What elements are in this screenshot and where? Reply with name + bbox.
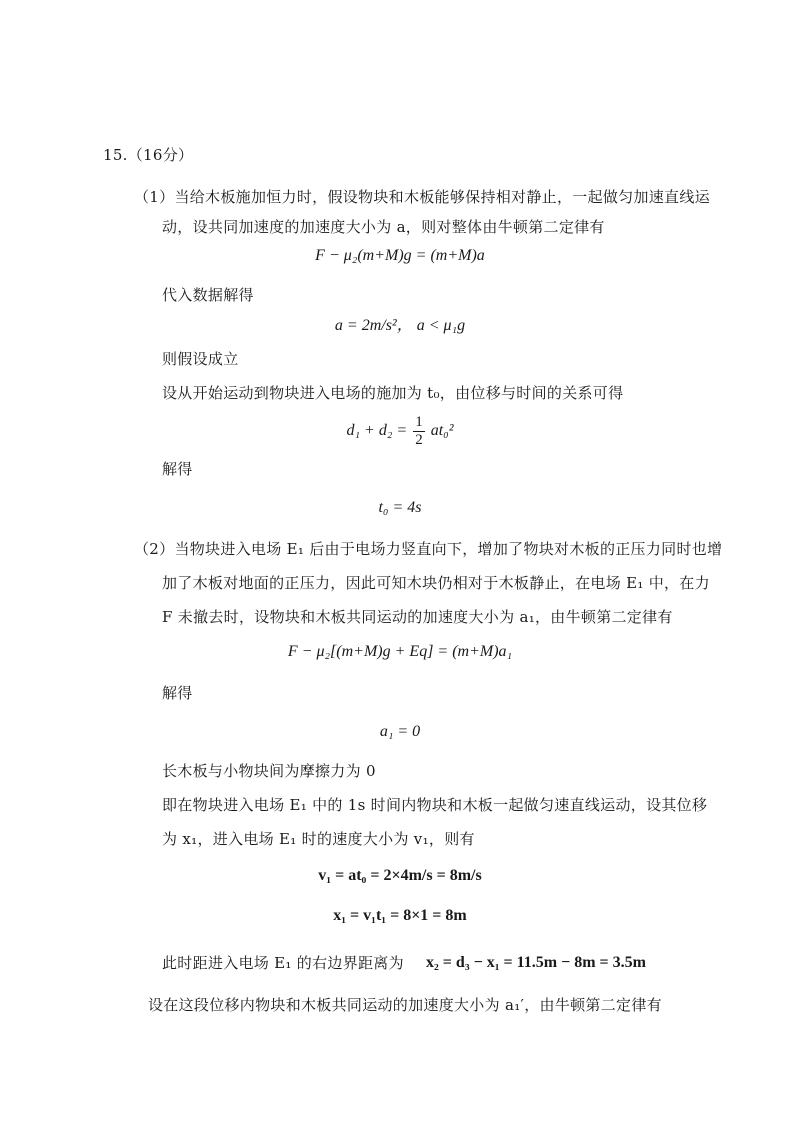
part2-text-uniform-line2: 为 x₁，进入电场 E₁ 时的速度大小为 v₁，则有 — [162, 830, 475, 848]
part2-text-solve: 解得 — [162, 684, 193, 702]
equation-distance-x2: x₂ = d₃ − x₁ = 11.5m − 8m = 3.5m — [426, 954, 646, 971]
equation-displacement-time — [0, 414, 800, 449]
part2-text-uniform-line1: 即在物块进入电场 E₁ 中的 1s 时间内物块和木板一起做匀速直线运动，设其位移 — [162, 796, 708, 814]
part2-text-line2: 加了木板对地面的正压力，因此可知木块仍相对于木板静止，在电场 E₁ 中，在力 — [162, 574, 710, 592]
part1-text-hypothesis: 则假设成立 — [162, 350, 239, 368]
part1-text-substitute: 代入数据解得 — [162, 286, 254, 304]
equation-time-result: t₀ = 4s — [378, 499, 422, 516]
part1-text-line2: 动，设共同加速度的加速度大小为 a，则对整体由牛顿第二定律有 — [162, 218, 605, 236]
equation-displacement-left: d₁ + d₂ = — [346, 422, 408, 440]
part2-text-last: 设在这段位移内物块和木板共同运动的加速度大小为 a₁′，由牛顿第二定律有 — [148, 996, 662, 1014]
part2-text-line1: （2）当物块进入电场 E₁ 后由于电场力竖直向下，增加了物块对木板的正压力同时也增 — [134, 540, 723, 558]
part1-text-line1: （1）当给木板施加恒力时，假设物块和木板能够保持相对静止，一起做匀加速直线运 — [134, 188, 710, 206]
part2-text-distance: 此时距进入电场 E₁ 的右边界距离为 — [162, 954, 404, 972]
part2-text-line3: F 未撤去时，设物块和木板共同运动的加速度大小为 a₁，由牛顿第二定律有 — [162, 608, 673, 626]
equation-newton-second-law-2: F − μ₂[(m+M)g + Eq] = (m+M)a₁ — [287, 643, 513, 660]
part1-text-time: 设从开始运动到物块进入电场的施加为 t₀，由位移与时间的关系可得 — [162, 384, 624, 402]
part2-text-friction: 长木板与小物块间为摩擦力为 0 — [162, 762, 376, 780]
equation-displacement-x1: x₁ = v₁t₁ = 8×1 = 8m — [333, 907, 467, 924]
equation-acceleration-result: a = 2m/s²， a < μ₁g — [334, 317, 466, 334]
equation-displacement-right: at₀² — [430, 422, 454, 440]
fraction-one-half — [413, 414, 425, 449]
fraction-denominator: 2 — [415, 432, 423, 448]
fraction-numerator: 1 — [415, 414, 423, 430]
part1-text-solve: 解得 — [162, 460, 193, 478]
equation-velocity: v₁ = at₀ = 2×4m/s = 8m/s — [318, 867, 482, 884]
equation-a1-result: a₁ = 0 — [379, 723, 421, 740]
problem-number: 15.（16分） — [103, 146, 194, 164]
equation-newton-second-law-1: F − μ₂(m+M)g = (m+M)a — [315, 247, 485, 264]
